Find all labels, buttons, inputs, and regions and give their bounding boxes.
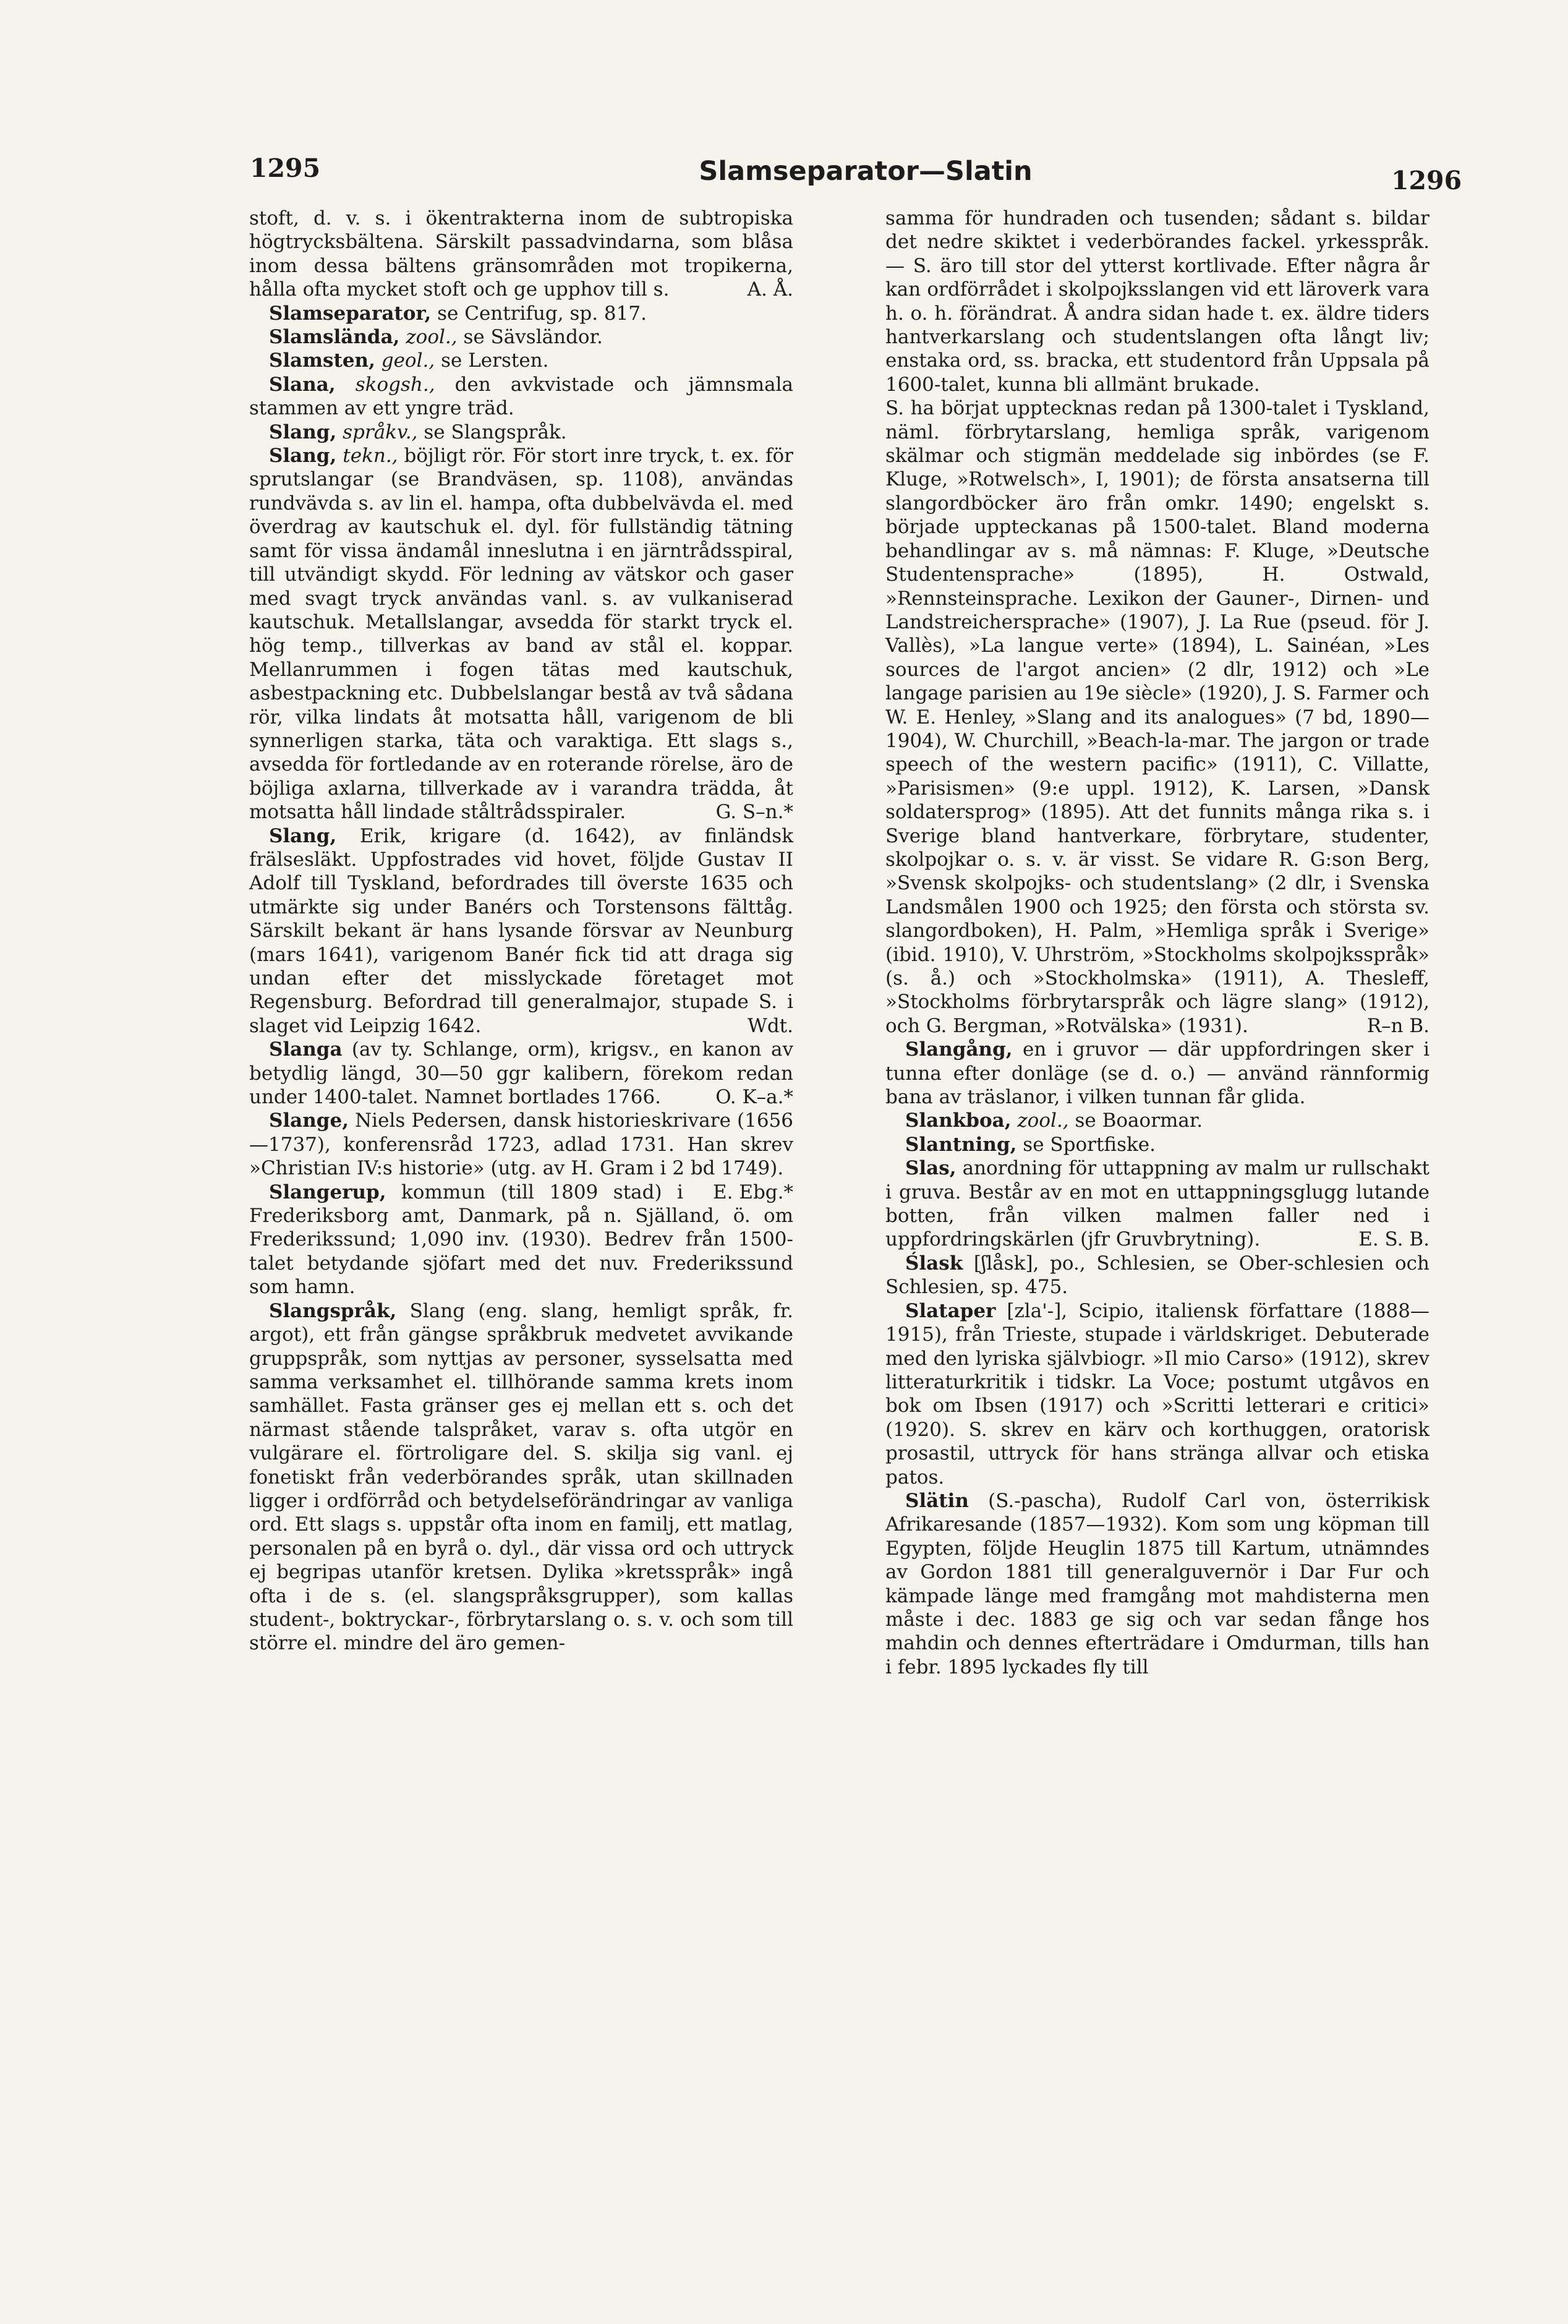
entry-text: S. ha börjat upptecknas redan på 1300-talet i Tyskland, näml. förbrytarslang, hemliga språk, varigenom skälmar och stigmän meddelade sig inbördes (se F. Kluge, »Rotwelsch», I, 1901); de första ansatserna till slangordböcker äro från omkr. 1490; engelskt s. började uppteckanas på 1500-talet. Bland moderna behandlingar av s. må nämnas: F. Kluge, »Deutsche Studentensprache» (1895), H. Ostwald, »Rennsteinsprache. Lexikon der Gauner-, Dirnen- und Landstreichersprache» (1907), J. La Rue (pseud. för J. Vallès), »La langue verte» (1894), L. Sainéan, »Les sources de l'argot ancien» (2 dlr, 1912) och »Le langage parisien au 19e siècle» (1920), J. S. Farmer och W. E. Henley, »Slang and its analogues» (7 bd, 1890—1904), W. Churchill, »Beach-la-mar. The jargon or trade speech of the western pacific» (1911), C. Villatte, »Parisismen» (9:e uppl. 1912), K. Larsen, »Dansk soldatersprog» (1895). Att det funnits många rika s. i Sverige bland hantverkare, förbrytare, studenter, skolpojkar o. s. v. är visst. Se vidare R. G:son Berg, »Svensk skolpojks- och studentslang» (2 dlr, i Svenska Landsmålen 1900 och 1925; den första och största sv. slangordboken), H. Palm, »Hemliga språk i Sverige» (ibid. 1910), V. Uhrström, »Stockholms skolpojksspråk» (s. å.) och »Stockholmska» (1911), A. Thesleff, »Stockholms förbrytarspråk och lägre slang» (1912), och G. Bergman, »Rotvälska» (1931). xyxy=(885,397,1430,1037)
entry-text: se Slangspråk. xyxy=(417,421,567,443)
entry-headword: Slange, xyxy=(269,1109,349,1132)
entry-field-tag: språkv., xyxy=(336,421,418,443)
entry xyxy=(249,373,793,421)
entry-signature: E. S. B. xyxy=(1358,1228,1430,1251)
entry xyxy=(885,1252,1430,1299)
entry-text: (av ty. Schlange, orm), krigsv., en kanon av betydlig längd, 30—50 ggr kalibern, förekom redan under 1400-talet. Namnet bortlades 1766. xyxy=(249,1038,793,1109)
entry-field-tag: zool., xyxy=(399,326,458,349)
entry xyxy=(249,302,793,325)
entry-text: se Centrifug, sp. 817. xyxy=(431,302,647,325)
entry-headword: Slamseparator, xyxy=(269,302,432,325)
entry-headword: Slang, xyxy=(269,445,337,468)
entry xyxy=(885,1489,1430,1679)
entry-signature: E. Ebg.* xyxy=(712,1181,793,1203)
entry-headword: Slantning, xyxy=(905,1133,1017,1156)
entry-headword: Ślask xyxy=(905,1252,963,1275)
entry-signature: O. K–a.* xyxy=(715,1086,793,1109)
running-head: Slamseparator—Slatin xyxy=(699,156,1033,187)
entry xyxy=(885,1133,1430,1156)
entry xyxy=(885,1109,1430,1132)
entry-signature: A. Å. xyxy=(747,278,793,301)
entry-field-tag: tekn., xyxy=(336,445,398,468)
entry-headword: Slangspråk, xyxy=(269,1299,397,1322)
entry-text: se Sportfiske. xyxy=(1016,1133,1156,1156)
page-number-right: 1296 xyxy=(1391,166,1462,195)
entry-headword: Slätin xyxy=(905,1489,969,1512)
entry xyxy=(885,396,1430,1038)
entry xyxy=(249,349,793,372)
entry xyxy=(249,1299,793,1655)
right-column xyxy=(885,207,1430,1679)
left-column xyxy=(249,207,793,1655)
entry-headword: Slas, xyxy=(905,1157,957,1180)
entry xyxy=(249,207,793,302)
entry-text: Slang (eng. slang, hemligt språk, fr. argot), ett från gängse språkbruk medvetet avvikande gruppspråk, som nyttjas av personer, sysselsatta med samma verksamhet el. tillhörande samma krets inom samhället. Fasta gränser ges ej mellan ett s. och det närmast stående talspråket, varav s. ofta utgör en vulgärare el. förtroligare del. S. skilja sig vanl. ej fonetiskt från vederbörandes språk, utan skillnaden ligger i ordförråd och betydelseförändringar av vanliga ord. Ett slags s. uppstår ofta inom en familj, ett matlag, personalen på en byrå o. dyl., där vissa ord och uttryck ej begripas utanför kretsen. Dylika »kretsspråk» ingå ofta i de s. (el. slangspråksgrupper), som kallas student-, boktryckar-, förbrytarslang o. s. v. och som till större el. mindre del äro gemen- xyxy=(249,1299,793,1655)
entry-field-tag: geol., xyxy=(375,349,435,372)
entry-text: se Boaormar. xyxy=(1068,1109,1203,1132)
entry-text: böjligt rör. För stort inre tryck, t. ex. för sprutslangar (se Brandväsen, sp. 1108), användas rundvävda s. av lin el. hampa, ofta dubbelvävda el. med överdrag av kautschuk el. dyl. för fullständig tätning samt för vissa ändamål inneslutna i en järntrådsspiral, till utvändigt skydd. För ledning av vätskor och gaser med svagt tryck användas vanl. s. av vulkaniserad kautschuk. Metallslangar, avsedda för starkt tryck el. hög temp., tillverkas av band av stål el. koppar. Mellanrummen i fogen tätas med kautschuk, asbestpackning etc. Dubbelslangar bestå av två sådana rör, vilka lindats åt motsatta håll, varigenom de bli synnerligen starka, täta och varaktiga. Ett slags s., avsedda för fortledande av en roterande rörelse, äro de böjliga axlarna, tillverkade av i varandra trädda, åt motsatta håll lindade ståltrådsspiraler. xyxy=(249,445,793,824)
entry xyxy=(249,421,793,444)
entry-headword: Slangång, xyxy=(905,1038,1013,1061)
entry-text: stoft, d. v. s. i ökentrakterna inom de subtropiska högtrycksbältena. Särskilt passadvindarna, som blåsa inom dessa bältens gränsområden mot tropikerna, hålla ofta mycket stoft och ge upphov till s. xyxy=(249,207,793,301)
entry-text: (S.-pascha), Rudolf Carl von, österrikisk Afrikaresande (1857—1932). Kom som ung köpman till Egypten, följde Heuglin 1875 till Kartum, utnämndes av Gordon 1881 till generalguvernör i Dar Fur och kämpade länge med framgång mot mahdisterna men måste i dec. 1883 ge sig och var sedan fånge hos mahdin och dennes efterträdare i Omdurman, tills han i febr. 1895 lyckades fly till xyxy=(885,1489,1430,1678)
entry xyxy=(885,1299,1430,1489)
entry-headword: Slataper xyxy=(905,1299,996,1322)
entry-text: Erik, krigare (d. 1642), av finländsk frälsesläkt. Uppfostrades vid hovet, följde Gustav II Adolf till Tyskland, befordrades till överste 1635 och utmärkte sig under Banérs och Torstensons fälttåg. Särskilt bekant är hans lysande försvar av Neunburg (mars 1641), varigenom Banér fick tid att draga sig undan efter det misslyckade företaget mot Regensburg. Befordrad till generalmajor, stupade S. i slaget vid Leipzig 1642. xyxy=(249,824,793,1037)
entry-text: samma för hundraden och tusenden; sådant s. bildar det nedre skiktet i vederbörandes fackel. yrkesspråk. — S. äro till stor del ytterst kortlivade. Efter några år kan ordförrådet i skolpojksslangen vid ett läroverk vara h. o. h. förändrat. Å andra sidan hade t. ex. äldre tiders hantverkarslang och studentslangen ofta långt liv; enstaka ord, ss. bracka, ett studentord från Uppsala på 1600-talet, kunna bli allmänt brukade. xyxy=(885,207,1430,396)
entry-headword: Slangerup, xyxy=(269,1181,386,1203)
entry-text: anordning för uttappning av malm ur rullschakt i gruva. Består av en mot en uttappningsglugg lutande botten, från vilken malmen faller ned i uppfordringskärlen (jfr Gruvbrytning). xyxy=(885,1157,1430,1251)
entry-field-tag: skogsh., xyxy=(335,373,435,396)
entry xyxy=(885,1038,1430,1109)
entry-headword: Slamslända, xyxy=(269,326,400,349)
entry-headword: Slang, xyxy=(269,421,337,443)
entry xyxy=(885,207,1430,396)
entry-signature: G. S–n.* xyxy=(715,801,793,824)
entry-headword: Slanga xyxy=(269,1038,343,1061)
entry-headword: Slang, xyxy=(269,824,337,847)
entry xyxy=(249,1038,793,1109)
entry-text: se Sävsländor. xyxy=(457,326,603,349)
entry-text: [ʃlåsk], po., Schlesien, se Ober-schlesien och Schlesien, sp. 475. xyxy=(885,1252,1430,1299)
entry-text: en i gruvor — där uppfordringen sker i tunna efter donläge (se d. o.) — använd rännformig bana av träslanor, i vilken tunnan får glida. xyxy=(885,1038,1430,1109)
entry-text: den avkvistade och jämnsmala stammen av ett yngre träd. xyxy=(249,373,793,420)
entry-headword: Slankboa, xyxy=(905,1109,1012,1132)
entry-text: se Lersten. xyxy=(435,349,549,372)
entry xyxy=(249,325,793,349)
entry-headword: Slana, xyxy=(269,373,336,396)
entry xyxy=(249,444,793,824)
entry-field-tag: zool., xyxy=(1011,1109,1069,1132)
entry xyxy=(885,1156,1430,1252)
entry-signature: R–n B. xyxy=(1366,1014,1430,1037)
entry-signature: Wdt. xyxy=(747,1014,793,1037)
entry xyxy=(249,824,793,1038)
entry-headword: Slamsten, xyxy=(269,349,375,372)
entry-text: kommun (till 1809 stad) i Frederiksborg amt, Danmark, på n. Själland, ö. om Frederikssund; 1,090 inv. (1930). Bedrev från 1500-talet betydande sjöfart med det nuv. Frederikssund som hamn. xyxy=(249,1181,793,1299)
page-number-left: 1295 xyxy=(250,153,321,183)
entry-text: [zla'-], Scipio, italiensk författare (1888—1915), från Trieste, stupade i världskriget. Debuterade med den lyriska självbiogr. »Il mio Carso» (1912), skrev litteraturkritik i tidskr. La Voce; postumt utgåvos en bok om Ibsen (1917) och »Scritti letterari e critici» (1920). S. skrev en kärv och korthuggen, oratorisk prosastil, uttryck för hans stränga allvar och etiska patos. xyxy=(885,1299,1430,1489)
entry-text: Niels Pedersen, dansk historieskrivare (1656—1737), konferensråd 1723, adlad 1731. Han skrev »Christian IV:s historie» (utg. av H. Gram i 2 bd 1749). xyxy=(249,1109,793,1180)
